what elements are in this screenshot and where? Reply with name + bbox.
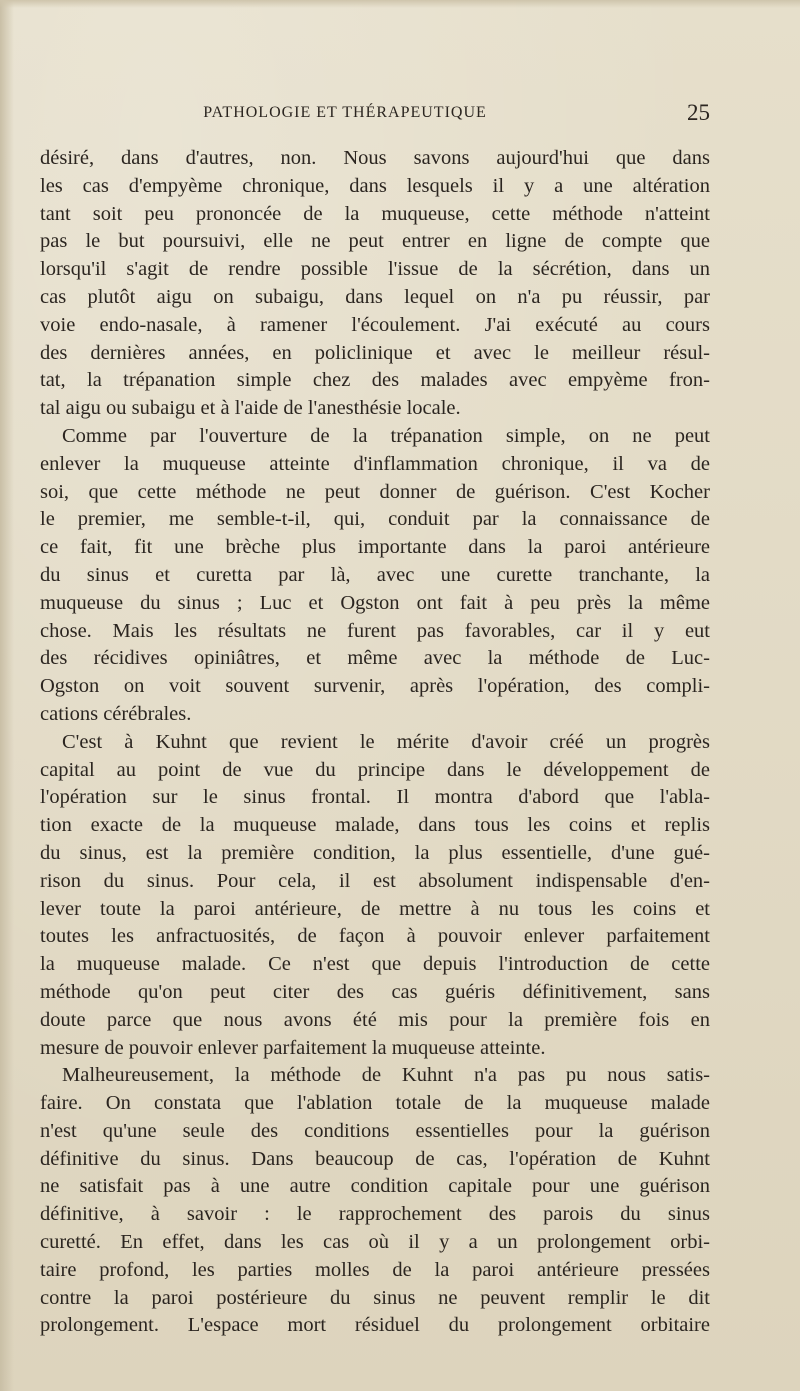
text-line: muqueuse du sinus ; Luc et Ogston ont fait à peu près la même xyxy=(40,591,710,614)
text-line: du sinus et curetta par là, avec une curette tranchante, la xyxy=(40,563,710,586)
text-line: méthode qu'on peut citer des cas guéris définitivement, sans xyxy=(40,980,710,1003)
text-line: capital au point de vue du principe dans le développement de xyxy=(40,758,710,781)
body-text xyxy=(40,145,710,1340)
running-title: PATHOLOGIE ET THÉRAPEUTIQUE xyxy=(203,104,487,121)
text-line: tion exacte de la muqueuse malade, dans tous les coins et replis xyxy=(40,814,710,837)
text-line: lorsqu'il s'agit de rendre possible l'issue de la sécrétion, dans un xyxy=(40,258,710,281)
text-line: mesure de pouvoir enlever parfaitement la muqueuse atteinte. xyxy=(40,1036,546,1059)
text-line: toutes les anfractuosités, de façon à pouvoir enlever parfaitement xyxy=(40,925,710,948)
running-head xyxy=(40,100,710,130)
text-line: définitive du sinus. Dans beaucoup de cas, l'opération de Kuhnt xyxy=(40,1147,710,1170)
text-line: contre la paroi postérieure du sinus ne peuvent remplir le dit xyxy=(40,1286,710,1309)
text-line: ce fait, fit une brèche plus importante dans la paroi antérieure xyxy=(40,536,710,559)
page-top-edge xyxy=(0,0,800,8)
text-line: désiré, dans d'autres, non. Nous savons aujourd'hui que dans xyxy=(40,147,710,169)
text-line: doute parce que nous avons été mis pour la première fois en xyxy=(40,1008,710,1031)
text-line: des dernières années, en policlinique et avec le meilleur résul- xyxy=(40,341,710,364)
text-line: tat, la trépanation simple chez des malades avec empyème fron- xyxy=(40,369,710,392)
text-line: voie endo-nasale, à ramener l'écoulement. J'ai exécuté au cours xyxy=(40,313,710,336)
text-line: la muqueuse malade. Ce n'est que depuis l'introduction de cette xyxy=(40,953,710,976)
text-line: lever toute la paroi antérieure, de mettre à nu tous les coins et xyxy=(40,897,710,920)
text-line: taire profond, les parties molles de la paroi antérieure pressées xyxy=(40,1258,710,1281)
text-line: du sinus, est la première condition, la plus essentielle, d'une gué- xyxy=(40,841,710,864)
text-line: enlever la muqueuse atteinte d'inflammation chronique, il va de xyxy=(40,452,710,475)
text-line: cas plutôt aigu on subaigu, dans lequel on n'a pu réussir, par xyxy=(40,285,710,308)
text-line: des récidives opiniâtres, et même avec la méthode de Luc- xyxy=(40,647,710,670)
text-line: curetté. En effet, dans les cas où il y a un prolongement orbi- xyxy=(40,1231,710,1254)
text-line: définitive, à savoir : le rapprochement des parois du sinus xyxy=(40,1203,710,1226)
text-line: pas le but poursuivi, elle ne peut entrer en ligne de compte que xyxy=(40,230,710,253)
text-line: ne satisfait pas à une autre condition capitale pour une guérison xyxy=(40,1175,710,1198)
text-line: l'opération sur le sinus frontal. Il montra d'abord que l'abla- xyxy=(40,786,710,809)
text-line: Ogston on voit souvent survenir, après l'opération, des compli- xyxy=(40,675,710,698)
text-line: tant soit peu prononcée de la muqueuse, cette méthode n'atteint xyxy=(40,202,710,225)
text-line: faire. On constata que l'ablation totale de la muqueuse malade xyxy=(40,1092,710,1115)
page-left-edge xyxy=(0,0,14,1391)
text-line: rison du sinus. Pour cela, il est absolument indispensable d'en- xyxy=(40,869,710,892)
text-line: C'est à Kuhnt que revient le mérite d'avoir créé un progrès xyxy=(62,730,710,753)
text-line: tal aigu ou subaigu et à l'aide de l'anesthésie locale. xyxy=(40,397,461,420)
text-line: Comme par l'ouverture de la trépanation simple, on ne peut xyxy=(62,424,710,447)
text-line: chose. Mais les résultats ne furent pas favorables, car il y eut xyxy=(40,619,710,642)
text-line: Malheureusement, la méthode de Kuhnt n'a pas pu nous satis- xyxy=(62,1064,710,1087)
text-line: cations cérébrales. xyxy=(40,702,192,725)
text-line: les cas d'empyème chronique, dans lesquels il y a une altération xyxy=(40,174,710,197)
text-line: le premier, me semble-t-il, qui, conduit par la connaissance de xyxy=(40,508,710,531)
text-line: soi, que cette méthode ne peut donner de guérison. C'est Kocher xyxy=(40,480,710,503)
text-line: n'est qu'une seule des conditions essentielles pour la guérison xyxy=(40,1119,710,1142)
page-number: 25 xyxy=(687,100,710,125)
text-line: prolongement. L'espace mort résiduel du prolongement orbitaire xyxy=(40,1314,710,1337)
